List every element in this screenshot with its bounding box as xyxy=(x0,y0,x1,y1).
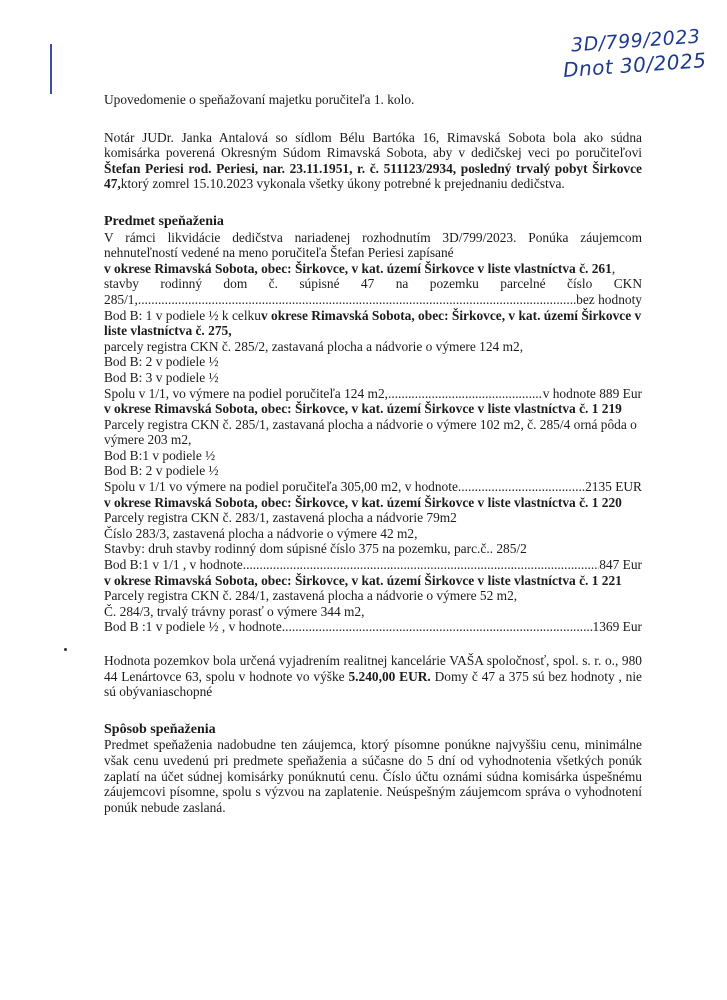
bodB1-line xyxy=(104,308,642,339)
document-body xyxy=(104,92,642,815)
valuation-paragraph xyxy=(104,653,642,700)
lv1220-total-value: 847 Eur xyxy=(599,557,642,573)
lv1220-parcel-a: Parcely registra CKN č. 283/1, zastavená plocha a nádvorie 79m2 xyxy=(104,510,457,526)
lv1221-parcel-b: Č. 284/3, trvalý trávny porasť o výmere 344 m2, xyxy=(104,603,365,619)
subject-heading: Predmet speňaženia xyxy=(104,213,224,229)
lv1221-total-row xyxy=(104,619,642,635)
lv1219-title xyxy=(104,401,642,417)
handwritten-case-number: 3D/799/2023 xyxy=(570,25,702,57)
lv275-title: v okrese Rimavská Sobota, obec: Širkovce, v kat. území Širkovce v liste vlastníctva č. 275, xyxy=(104,307,642,339)
margin-pen-mark xyxy=(50,44,52,94)
lv1221-title xyxy=(104,573,642,589)
method-text: Predmet speňaženia nadobudne ten záujemca, ktorý písomne ponúkne najvyššiu cenu, minimálne však cenu uvedenú pri predmete speňaženia a súčasne do 5 dní od vyhodnotenia všetkých ponúk zaplatí na účet súdnej komisárky ponúknutú cenu. Číslo účtu oznámi súdna komisárka úspešnému záujemcovi písomne, spolu s výzvou na zaplatenie. Neúspešným záujemcom správa o vyhodnotení ponúk nebude zaslaná. xyxy=(104,737,642,815)
lv1219-total-text: Spolu v 1/1 vo výmere na podiel poručiteľa 305,00 m2, v hodnote xyxy=(104,479,458,495)
handwritten-dnot-number: Dnot 30/2025 xyxy=(562,48,708,82)
subject-text: V rámci likvidácie dedičstva nariadenej rozhodnutím 3D/799/2023. Ponúka záujemcom nehnuteľností vedené na meno poručiteľa Štefan Periesi zapísané xyxy=(104,229,642,261)
house47-parcel: 285/1, xyxy=(104,291,138,307)
lv275-total-row xyxy=(104,386,642,402)
lv1220-title xyxy=(104,495,642,511)
house47-line: stavby rodinný dom č. súpisné 47 na pozemku parcelné číslo CKN xyxy=(104,276,642,292)
intro-paragraph xyxy=(104,130,642,192)
lv1220-parcel-c: Stavby: druh stavby rodinný dom súpisné číslo 375 na pozemku, parc.č.. 285/2 xyxy=(104,541,527,557)
house47-value-row xyxy=(104,292,642,308)
valuation-text-2: Domy č 47 a 375 sú bez hodnoty , nie sú obývaniaschopné xyxy=(104,668,643,700)
margin-dot-mark xyxy=(64,648,67,651)
lv275-total-text: Spolu v 1/1, vo výmere na podiel poručiteľa 124 m2, xyxy=(104,385,388,401)
house47-value: bez hodnoty xyxy=(576,291,642,307)
intro-text-1: Notár JUDr. Janka Antalová so sídlom Bélu Bartóka 16, Rimavská Sobota bola ako súdna komisárka poverená Okresným Súdom Rimavská Sobota, aby v dedičskej veci po poručiteľovi xyxy=(104,129,642,161)
lv1221-parcel-a: Parcely registra CKN č. 284/1, zastavená plocha a nádvorie o výmere 52 m2, xyxy=(104,588,518,604)
lv1220-parcel-b: Číslo 283/3, zastavená plocha a nádvorie o výmere 42 m2, xyxy=(104,525,418,541)
lv261-tail: , xyxy=(611,260,616,276)
bodB1-text: Bod B: 1 v podiele ½ k celku xyxy=(104,307,261,323)
lv1221-total-text: Bod B :1 v podiele ½ , v hodnote xyxy=(104,619,282,635)
lv261-line xyxy=(104,261,642,277)
lv1220-total-row xyxy=(104,557,642,573)
lv1219-total-value: 2135 EUR xyxy=(585,479,642,495)
lv1221-total-value: 1369 Eur xyxy=(592,619,642,635)
document-title: Upovedomenie o speňažovaní majetku poručiteľa 1. kolo. xyxy=(104,92,415,107)
lv275-bod-b2: Bod B: 2 v podiele ½ xyxy=(104,354,219,370)
lv1221-title-text: v okrese Rimavská Sobota, obec: Širkovce, v kat. území Širkovce v liste vlastníctva č. 1 221 xyxy=(104,572,622,588)
valuation-total: 5.240,00 EUR. xyxy=(348,668,431,684)
method-heading: Spôsob speňaženia xyxy=(104,721,216,737)
lv1219-bod-b1: Bod B:1 v podiele ½ xyxy=(104,447,216,463)
lv275-bod-b3: Bod B: 3 v podiele ½ xyxy=(104,369,219,385)
lv1219-title-text: v okrese Rimavská Sobota, obec: Širkovce, v kat. území Širkovce v liste vlastníctva č. 1 219 xyxy=(104,401,622,417)
lv1219-parcels: Parcely registra CKN č. 285/1, zastavaná plocha a nádvorie o výmere 102 m2, č. 285/4 orná pôda o výmere 203 m2, xyxy=(104,416,637,448)
valuation-text-1: Hodnota pozemkov bola určená vyjadrením realitnej kancelárie VAŠA spoločnosť, spol. s. r. o., 980 44 Lenártovce 63, spolu v hodnote vo výške xyxy=(104,653,642,684)
lv261-title: v okrese Rimavská Sobota, obec: Širkovce, v kat. území Širkovce v liste vlastníctva č. 261 xyxy=(104,260,612,276)
lv275-total-value: v hodnote 889 Eur xyxy=(542,385,642,401)
lv1219-bod-b2: Bod B: 2 v podiele ½ xyxy=(104,463,219,479)
lv1220-total-text: Bod B:1 v 1/1 , v hodnote xyxy=(104,557,243,573)
parcel-285-2: parcely registra CKN č. 285/2, zastavaná plocha a nádvorie o výmere 124 m2, xyxy=(104,338,524,354)
decedent-details: Štefan Periesi rod. Periesi, nar. 23.11.1951, r. č. 511123/2934, posledný trvalý pobyt Širkovce 47, xyxy=(104,160,642,192)
lv1220-title-text: v okrese Rimavská Sobota, obec: Širkovce, v kat. území Širkovce v liste vlastníctva č. 1 220 xyxy=(104,494,622,510)
lv1219-total-row xyxy=(104,479,642,495)
intro-text-2: ktorý zomrel 15.10.2023 vykonala všetky úkony potrebné k prejednaniu dedičstva. xyxy=(120,176,565,192)
